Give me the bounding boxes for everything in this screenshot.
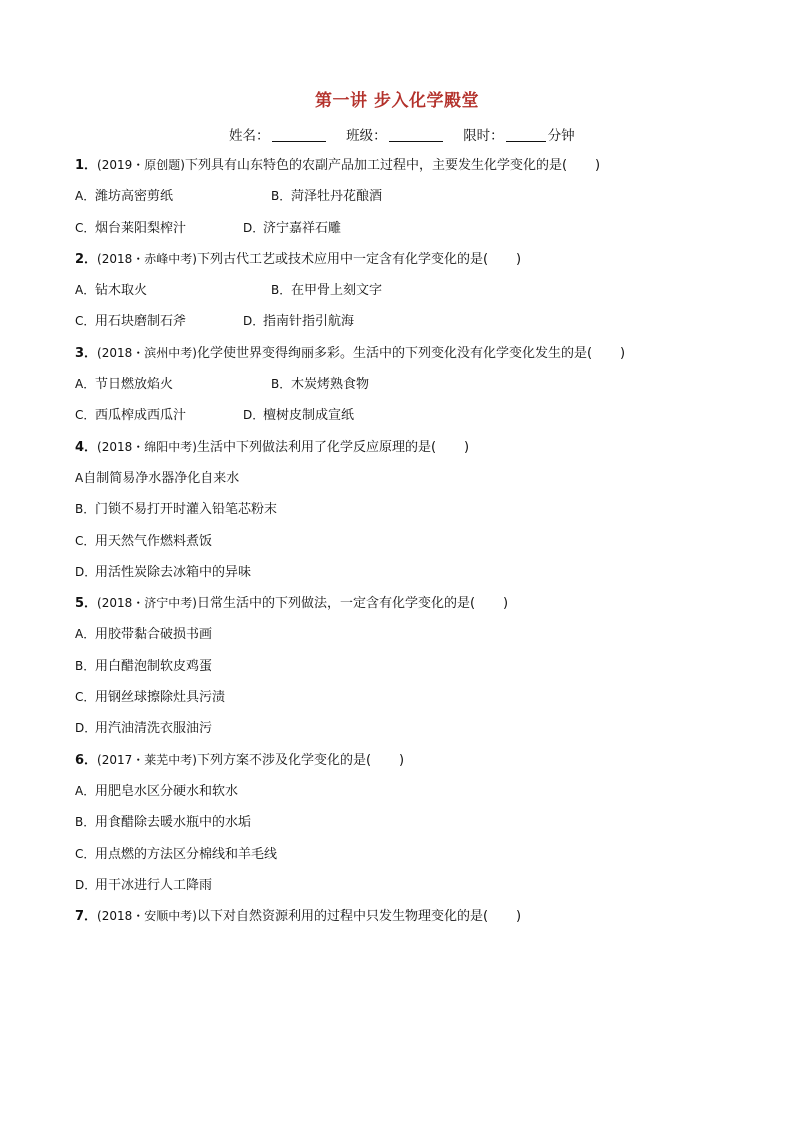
class-blank (389, 128, 443, 142)
option-c: C．烟台莱阳梨榨汁 (75, 220, 187, 236)
option-d: D．指南针指引航海 (243, 314, 355, 330)
time-label: 限时： (463, 128, 504, 144)
page-title: 第一讲 步入化学殿堂 (315, 91, 479, 111)
option-a: A．钻木取火 (75, 283, 148, 299)
question-stem: 7．(2018・安顺中考)以下对自然资源利用的过程中只发生物理变化的是( ) (75, 909, 522, 925)
name-blank (272, 128, 326, 142)
option-row (75, 369, 755, 400)
option-a: A．潍坊高密剪纸 (75, 189, 174, 205)
option-row (75, 275, 755, 306)
option-a: A．节日燃放焰火 (75, 377, 174, 393)
option-b: B．菏泽牡丹花酿酒 (271, 189, 383, 205)
time-blank (506, 128, 546, 142)
option-a: A．用胶带黏合破损书画 (75, 627, 213, 643)
question-stem: 2．(2018・赤峰中考)下列古代工艺或技术应用中一定含有化学变化的是( ) (75, 251, 522, 267)
option-row (75, 181, 755, 212)
option-b: B．门锁不易打开时灌入铅笔芯粉末 (75, 502, 278, 518)
option-row (75, 306, 755, 337)
question-stem: 5．(2018・济宁中考)日常生活中的下列做法，一定含有化学变化的是( ) (75, 596, 509, 612)
option-b: B．木炭烤熟食物 (271, 377, 370, 393)
option-d: D．用活性炭除去冰箱中的异味 (75, 564, 252, 580)
option-c: C．用天然气作燃料煮饭 (75, 533, 213, 549)
name-label: 姓名： (229, 128, 270, 144)
question-stem: 4．(2018・绵阳中考)生活中下列做法利用了化学反应原理的是( ) (75, 439, 470, 455)
option-d: D．用汽油清洗衣服油污 (75, 721, 213, 737)
option-a: A自制简易净水器净化自来水 (75, 470, 240, 486)
option-b: B．用白醋泡制软皮鸡蛋 (75, 658, 213, 674)
time-unit: 分钟 (547, 128, 575, 144)
option-a: A．用肥皂水区分硬水和软水 (75, 783, 239, 799)
question-stem: 1．(2019・原创题)下列具有山东特色的农副产品加工过程中，主要发生化学变化的是( ) (75, 158, 601, 173)
option-row (75, 400, 755, 431)
option-row (75, 213, 755, 244)
class-label: 班级： (346, 128, 387, 144)
question-list (75, 150, 755, 932)
option-c: C．西瓜榨成西瓜汁 (75, 408, 187, 424)
option-d: D．用干冰进行人工降雨 (75, 877, 213, 893)
option-c: C．用石块磨制石斧 (75, 314, 187, 330)
option-d: D．济宁嘉祥石雕 (243, 220, 342, 236)
question-stem: 3．(2018・滨州中考)化学使世界变得绚丽多彩。生活中的下列变化没有化学变化发生的是( ) (75, 345, 626, 361)
option-c: C．用钢丝球擦除灶具污渍 (75, 690, 226, 706)
option-b: B．在甲骨上刻文字 (271, 283, 383, 299)
option-d: D．檀树皮制成宣纸 (243, 408, 355, 424)
question-stem: 6．(2017・莱芜中考)下列方案不涉及化学变化的是( ) (75, 752, 405, 768)
student-info-line (229, 124, 575, 144)
option-b: B．用食醋除去暖水瓶中的水垢 (75, 815, 252, 831)
option-c: C．用点燃的方法区分棉线和羊毛线 (75, 846, 278, 862)
